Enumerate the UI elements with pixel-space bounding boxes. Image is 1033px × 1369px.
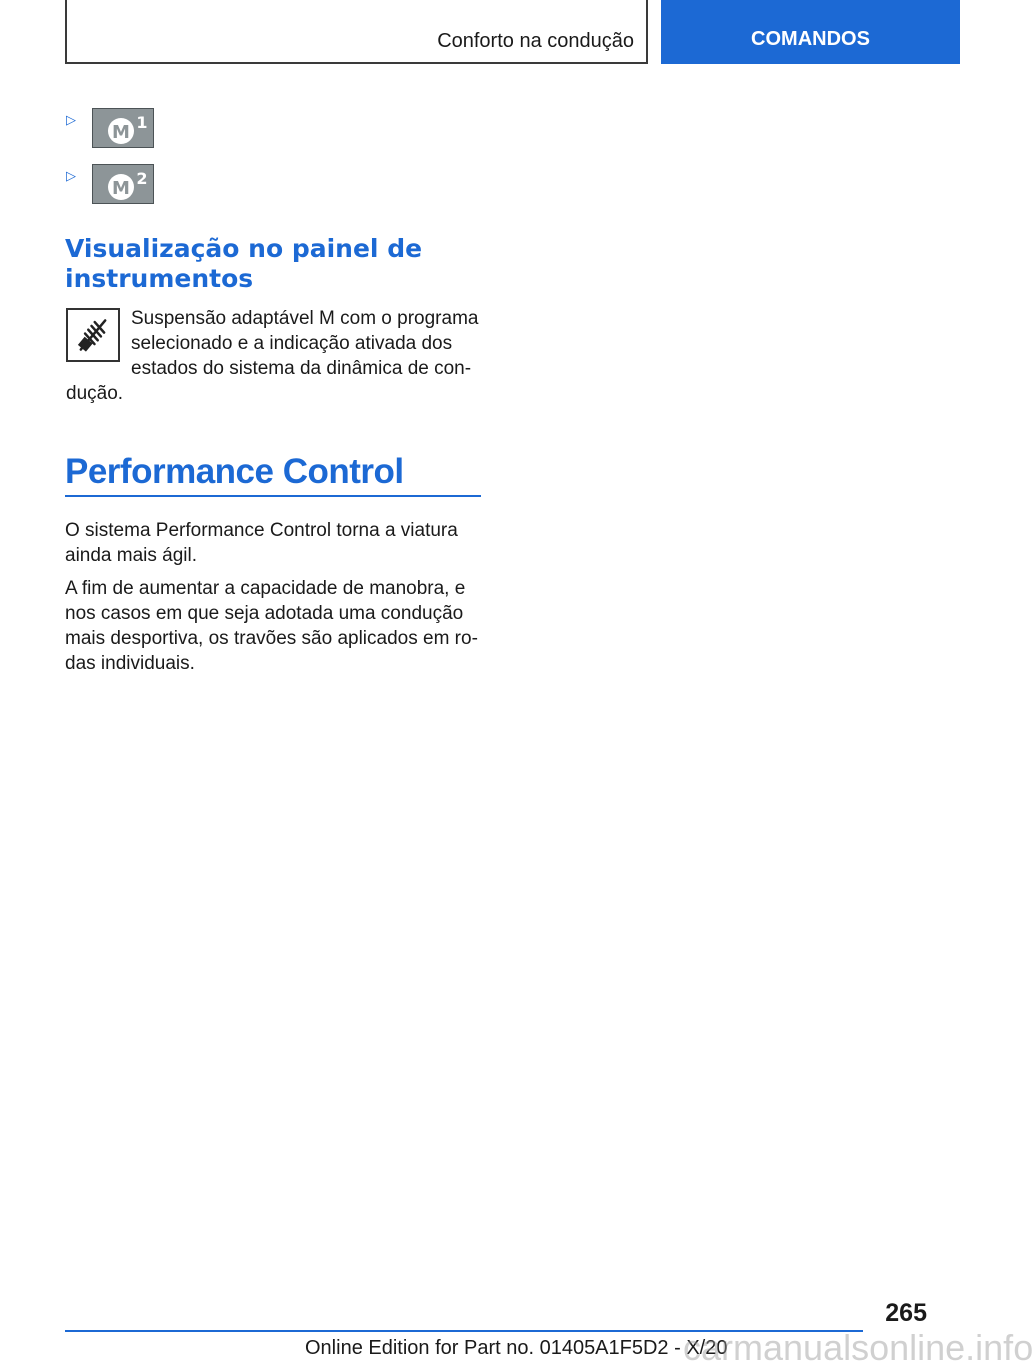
bullet-arrow: ▷: [66, 168, 76, 183]
performance-paragraph-1: [65, 518, 485, 568]
display-continuation: dução.: [66, 383, 124, 404]
m2-letter: M: [112, 178, 130, 199]
paragraph-line: A fim de aumentar a capacidade de manobra, e: [65, 578, 466, 599]
display-line: selecionado e a indicação ativada dos: [131, 333, 453, 354]
header-chapter-box: [65, 0, 648, 64]
chapter-title: Conforto na condução: [437, 30, 634, 52]
m1-button-icon: [92, 108, 154, 148]
performance-heading: Performance Control: [65, 452, 404, 491]
bullet-arrow: ▷: [66, 112, 76, 127]
list-item: [66, 164, 154, 204]
footer-edition: Online Edition for Part no. 01405A1F5D2 - X/20: [305, 1337, 728, 1359]
heading-rule: [65, 495, 481, 497]
paragraph-line: das individuais.: [65, 653, 195, 674]
m1-letter: M: [112, 122, 130, 143]
watermark: carmanualsonline.info: [683, 1327, 1033, 1368]
section-tab[interactable]: COMANDOS: [661, 0, 960, 64]
paragraph-line: mais desportiva, os travões são aplicados em ro-: [65, 628, 478, 649]
m2-number: 2: [136, 169, 148, 188]
page-number: 265: [885, 1299, 927, 1327]
display-paragraph: [131, 306, 491, 381]
list-item: [66, 108, 154, 148]
m2-button-icon: [92, 164, 154, 204]
display-line: Suspensão adaptável M com o programa: [131, 308, 479, 329]
adaptive-suspension-icon: [66, 308, 120, 362]
display-line: estados do sistema da dinâmica de con-: [131, 358, 472, 379]
paragraph-line: ainda mais ágil.: [65, 545, 198, 566]
performance-paragraph-2: [65, 576, 485, 676]
paragraph-line: O sistema Performance Control torna a viatura: [65, 520, 458, 541]
display-heading: Visualização no painel de instrumentos: [65, 234, 423, 293]
m1-number: 1: [136, 113, 148, 132]
paragraph-line: nos casos em que seja adotada uma condução: [65, 603, 464, 624]
